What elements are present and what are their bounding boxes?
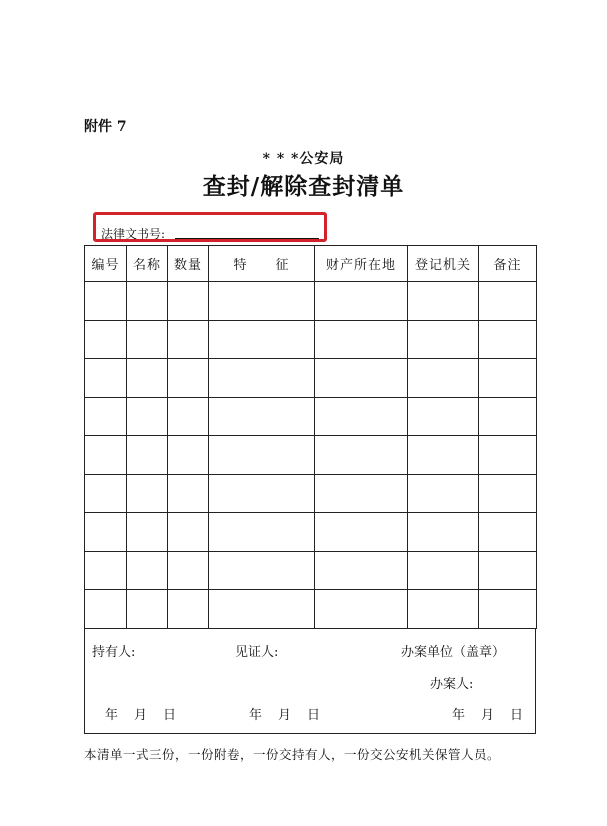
table-row bbox=[85, 359, 537, 398]
cell-features[interactable] bbox=[209, 551, 315, 590]
cell-property-location[interactable] bbox=[315, 282, 408, 321]
cell-quantity[interactable] bbox=[168, 320, 209, 359]
header-property-location: 财产所在地 bbox=[315, 246, 408, 282]
header-number: 编号 bbox=[85, 246, 127, 282]
table-row bbox=[85, 320, 537, 359]
holder-month: 月 bbox=[134, 708, 148, 723]
cell-quantity[interactable] bbox=[168, 513, 209, 552]
cell-remarks[interactable] bbox=[479, 474, 537, 513]
cell-number[interactable] bbox=[85, 397, 127, 436]
seizure-list-table bbox=[84, 245, 537, 629]
footnote: 本清单一式三份，一份附卷，一份交持有人，一份交公安机关保管人员。 bbox=[84, 747, 501, 762]
handler-label: 办案人: bbox=[430, 677, 474, 692]
attachment-label: 附件 7 bbox=[84, 119, 127, 135]
cell-features[interactable] bbox=[209, 513, 315, 552]
signature-area bbox=[84, 629, 536, 734]
header-quantity: 数量 bbox=[168, 246, 209, 282]
cell-name[interactable] bbox=[127, 551, 168, 590]
cell-registration-authority[interactable] bbox=[408, 474, 479, 513]
cell-quantity[interactable] bbox=[168, 282, 209, 321]
cell-features[interactable] bbox=[209, 436, 315, 475]
holder-day: 日 bbox=[163, 708, 177, 723]
cell-remarks[interactable] bbox=[479, 397, 537, 436]
holder-label: 持有人: bbox=[92, 645, 136, 660]
cell-property-location[interactable] bbox=[315, 551, 408, 590]
cell-features[interactable] bbox=[209, 474, 315, 513]
cell-features[interactable] bbox=[209, 590, 315, 629]
cell-name[interactable] bbox=[127, 474, 168, 513]
doc-number-label: 法律文书号: bbox=[101, 227, 166, 241]
table-row bbox=[85, 474, 537, 513]
witness-month: 月 bbox=[278, 708, 292, 723]
cell-remarks[interactable] bbox=[479, 590, 537, 629]
cell-remarks[interactable] bbox=[479, 436, 537, 475]
table-row bbox=[85, 551, 537, 590]
cell-remarks[interactable] bbox=[479, 513, 537, 552]
cell-quantity[interactable] bbox=[168, 397, 209, 436]
cell-features[interactable] bbox=[209, 320, 315, 359]
cell-remarks[interactable] bbox=[479, 551, 537, 590]
witness-label: 见证人: bbox=[235, 645, 279, 660]
table-header-row bbox=[85, 246, 537, 282]
cell-quantity[interactable] bbox=[168, 474, 209, 513]
unit-month: 月 bbox=[481, 708, 495, 723]
cell-registration-authority[interactable] bbox=[408, 513, 479, 552]
cell-number[interactable] bbox=[85, 359, 127, 398]
cell-features[interactable] bbox=[209, 359, 315, 398]
table-row bbox=[85, 397, 537, 436]
cell-number[interactable] bbox=[85, 590, 127, 629]
cell-property-location[interactable] bbox=[315, 359, 408, 398]
table-row bbox=[85, 436, 537, 475]
cell-registration-authority[interactable] bbox=[408, 359, 479, 398]
doc-number-field[interactable] bbox=[175, 238, 319, 239]
cell-number[interactable] bbox=[85, 436, 127, 475]
cell-name[interactable] bbox=[127, 320, 168, 359]
cell-name[interactable] bbox=[127, 436, 168, 475]
document-title: 查封/解除查封清单 bbox=[202, 173, 405, 200]
cell-remarks[interactable] bbox=[479, 359, 537, 398]
header-features: 特 征 bbox=[209, 246, 315, 282]
cell-name[interactable] bbox=[127, 513, 168, 552]
cell-name[interactable] bbox=[127, 590, 168, 629]
table-row bbox=[85, 513, 537, 552]
header-remarks: 备注 bbox=[479, 246, 537, 282]
header-name: 名称 bbox=[127, 246, 168, 282]
cell-property-location[interactable] bbox=[315, 590, 408, 629]
table-row bbox=[85, 282, 537, 321]
header-registration-authority: 登记机关 bbox=[408, 246, 479, 282]
cell-property-location[interactable] bbox=[315, 397, 408, 436]
cell-name[interactable] bbox=[127, 397, 168, 436]
cell-number[interactable] bbox=[85, 551, 127, 590]
witness-year: 年 bbox=[249, 708, 263, 723]
unit-day: 日 bbox=[510, 708, 524, 723]
cell-remarks[interactable] bbox=[479, 282, 537, 321]
agency-name: * * *公安局 bbox=[262, 151, 345, 167]
cell-name[interactable] bbox=[127, 359, 168, 398]
cell-quantity[interactable] bbox=[168, 551, 209, 590]
cell-property-location[interactable] bbox=[315, 513, 408, 552]
table-row bbox=[85, 590, 537, 629]
unit-year: 年 bbox=[452, 708, 466, 723]
cell-registration-authority[interactable] bbox=[408, 320, 479, 359]
cell-quantity[interactable] bbox=[168, 590, 209, 629]
cell-number[interactable] bbox=[85, 282, 127, 321]
cell-number[interactable] bbox=[85, 320, 127, 359]
witness-day: 日 bbox=[307, 708, 321, 723]
cell-registration-authority[interactable] bbox=[408, 282, 479, 321]
cell-property-location[interactable] bbox=[315, 436, 408, 475]
cell-registration-authority[interactable] bbox=[408, 436, 479, 475]
cell-number[interactable] bbox=[85, 474, 127, 513]
cell-number[interactable] bbox=[85, 513, 127, 552]
cell-property-location[interactable] bbox=[315, 320, 408, 359]
cell-name[interactable] bbox=[127, 282, 168, 321]
cell-registration-authority[interactable] bbox=[408, 590, 479, 629]
cell-features[interactable] bbox=[209, 282, 315, 321]
cell-registration-authority[interactable] bbox=[408, 551, 479, 590]
holder-year: 年 bbox=[105, 708, 119, 723]
cell-remarks[interactable] bbox=[479, 320, 537, 359]
cell-property-location[interactable] bbox=[315, 474, 408, 513]
cell-quantity[interactable] bbox=[168, 359, 209, 398]
cell-features[interactable] bbox=[209, 397, 315, 436]
handling-unit-label: 办案单位（盖章） bbox=[401, 645, 506, 660]
cell-quantity[interactable] bbox=[168, 436, 209, 475]
cell-registration-authority[interactable] bbox=[408, 397, 479, 436]
